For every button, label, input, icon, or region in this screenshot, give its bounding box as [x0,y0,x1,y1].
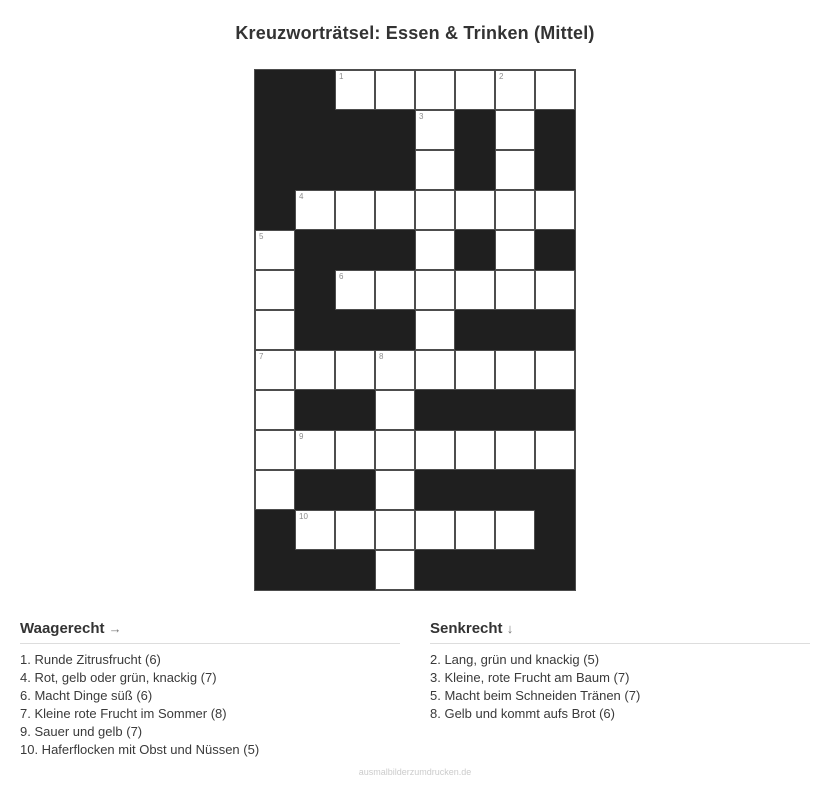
grid-cell-black [295,470,335,510]
grid-cell-black [255,510,295,550]
grid-cell-white [255,390,295,430]
grid-cell-black [455,110,495,150]
grid-cell-white [415,270,455,310]
grid-cell-white [415,70,455,110]
down-clues-section [430,620,810,723]
grid-cell-white [255,310,295,350]
grid-cell-white [255,470,295,510]
grid-cell-black [255,550,295,590]
grid-cell-black [295,150,335,190]
cell-number: 10 [299,512,308,521]
grid-cell-white [415,150,455,190]
clue-item: 1. Runde Zitrusfrucht (6) [20,652,161,667]
grid-cell-white [375,350,415,390]
grid-cell-white [535,350,575,390]
grid-cell-white [335,430,375,470]
grid-cell-white [415,110,455,150]
grid-cell-white [375,270,415,310]
cell-number: 3 [419,112,424,121]
grid-cell-black [495,310,535,350]
grid-cell-white [495,70,535,110]
clue-item: 6. Macht Dinge süß (6) [20,688,153,703]
grid-cell-white [535,70,575,110]
down-heading-label: Senkrecht [430,620,503,637]
grid-cell-black [495,390,535,430]
clue-item: 7. Kleine rote Frucht im Sommer (8) [20,706,227,721]
grid-cell-black [535,110,575,150]
grid-cell-black [295,110,335,150]
grid-cell-black [295,550,335,590]
grid-cell-white [455,510,495,550]
grid-cell-black [335,150,375,190]
grid-cell-black [375,150,415,190]
right-arrow-icon: → [108,621,122,636]
grid-cell-black [535,510,575,550]
across-clues-section [20,620,400,759]
grid-cell-white [495,230,535,270]
grid-cell-white [375,550,415,590]
grid-cell-black [335,310,375,350]
grid-cell-black [295,270,335,310]
grid-cell-white [375,470,415,510]
grid-cell-white [415,350,455,390]
grid-cell-black [295,310,335,350]
grid-cell-white [335,270,375,310]
grid-cell-white [415,310,455,350]
grid-cell-black [415,550,455,590]
grid-cell-black [335,390,375,430]
grid-cell-black [495,470,535,510]
down-clue-list [430,651,810,723]
cell-number: 5 [259,232,264,241]
grid-cell-white [255,430,295,470]
footer-watermark: ausmalbilderzumdrucken.de [358,767,472,777]
grid-cell-black [455,550,495,590]
grid-cell-black [255,190,295,230]
grid-cell-white [295,510,335,550]
cell-number: 6 [339,272,344,281]
grid-cell-black [295,390,335,430]
down-heading [430,620,810,644]
grid-cell-black [535,470,575,510]
cell-number: 9 [299,432,304,441]
grid-cell-white [535,430,575,470]
grid-cell-white [495,270,535,310]
grid-cell-white [255,270,295,310]
grid-cell-black [535,230,575,270]
clue-item: 10. Haferflocken mit Obst und Nüssen (5) [20,742,260,757]
grid-cell-white [375,430,415,470]
clue-item: 5. Macht beim Schneiden Tränen (7) [430,688,641,703]
down-arrow-icon: ↓ [506,621,514,636]
grid-cell-black [255,150,295,190]
grid-cell-white [455,430,495,470]
grid-cell-white [335,510,375,550]
clue-item: 3. Kleine, rote Frucht am Baum (7) [430,670,630,685]
grid-cell-white [415,230,455,270]
grid-cell-black [535,310,575,350]
grid-cell-black [295,70,335,110]
grid-cell-white [335,190,375,230]
across-clue-list [20,651,400,759]
grid-cell-white [495,110,535,150]
clue-item: 8. Gelb und kommt aufs Brot (6) [430,706,615,721]
grid-cell-white [455,350,495,390]
grid-cell-black [255,70,295,110]
cell-number: 4 [299,192,304,201]
clue-item: 2. Lang, grün und knackig (5) [430,652,600,667]
grid-cell-white [455,190,495,230]
grid-cell-black [415,470,455,510]
grid-cell-white [495,190,535,230]
grid-cell-white [455,270,495,310]
cell-number: 1 [339,72,344,81]
grid-cell-white [295,190,335,230]
clue-item: 4. Rot, gelb oder grün, knackig (7) [20,670,217,685]
grid-cell-white [495,510,535,550]
grid-cell-white [495,430,535,470]
grid-cell-white [495,350,535,390]
grid-cell-black [335,470,375,510]
grid-cell-white [415,430,455,470]
page-title: Kreuzworträtsel: Essen & Trinken (Mittel) [235,23,595,43]
grid-cell-black [335,110,375,150]
grid-cell-black [455,150,495,190]
grid-cell-black [295,230,335,270]
grid-cell-white [295,430,335,470]
across-heading [20,620,400,644]
cell-number: 7 [259,352,264,361]
grid-cell-black [415,390,455,430]
grid-cell-white [535,190,575,230]
grid-cell-white [255,230,295,270]
grid-cell-black [455,310,495,350]
grid-cell-white [335,350,375,390]
cell-number: 2 [499,72,504,81]
grid-cell-white [495,150,535,190]
grid-cell-white [415,510,455,550]
grid-cell-white [455,70,495,110]
grid-cell-white [335,70,375,110]
grid-cell-white [375,390,415,430]
grid-cell-black [535,390,575,430]
cell-number: 8 [379,352,384,361]
crossword-grid [254,69,576,591]
grid-cell-white [375,510,415,550]
grid-cell-white [415,190,455,230]
grid-cell-white [295,350,335,390]
clue-item: 9. Sauer und gelb (7) [20,724,143,739]
grid-cell-black [535,550,575,590]
grid-cell-black [455,230,495,270]
grid-cell-white [375,70,415,110]
grid-cell-black [495,550,535,590]
grid-cell-black [335,550,375,590]
grid-cell-black [455,390,495,430]
grid-cell-black [375,110,415,150]
grid-cell-black [335,230,375,270]
grid-cell-black [255,110,295,150]
across-heading-label: Waagerecht [20,620,105,637]
grid-cell-white [375,190,415,230]
grid-cell-white [535,270,575,310]
grid-cell-white [255,350,295,390]
grid-cell-black [375,230,415,270]
grid-cell-black [535,150,575,190]
grid-cell-black [375,310,415,350]
grid-cell-black [455,470,495,510]
